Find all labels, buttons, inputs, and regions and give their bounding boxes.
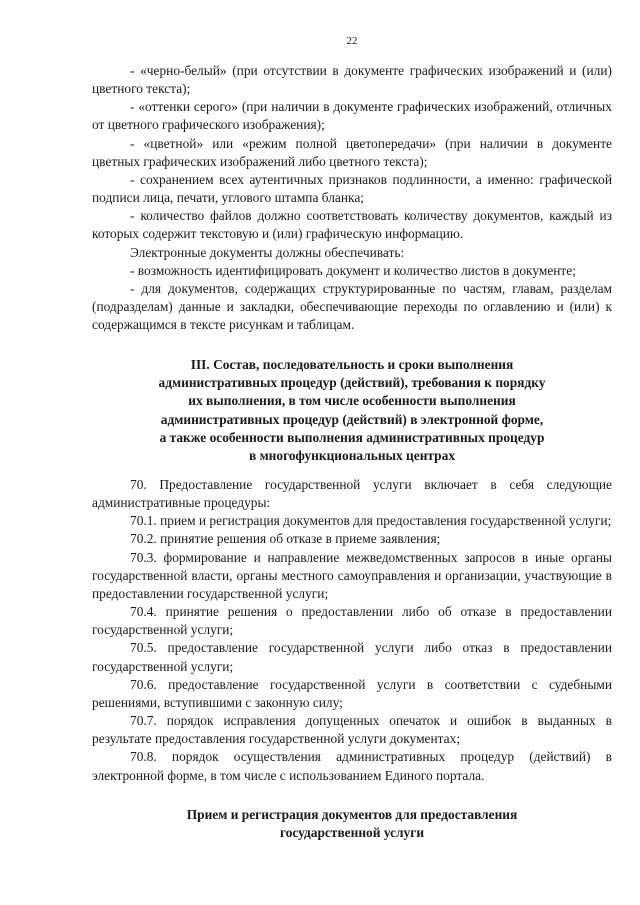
paragraph-70-2: 70.2. принятие решения об отказе в приеме заявления; <box>130 531 441 547</box>
paragraph-70-7: 70.7. порядок исправления допущенных опечаток и ошибок в выданных в результате предоставления государственной услуги документах; <box>92 713 612 747</box>
paragraph-color-mode: - «цветной» или «режим полной цветопередачи» (при наличии в документе цветных графических изображений либо цветного текста); <box>92 135 612 169</box>
subsection-heading-reception <box>92 806 612 842</box>
paragraph-70-6: 70.6. предоставление государственной услуги в соответствии с судебными решениями, вступившими с законную силу; <box>92 676 612 710</box>
paragraph-70-5: 70.5. предоставление государственной услуги либо отказ в предоставлении государственной услуги; <box>92 640 612 674</box>
section-heading-line: а также особенности выполнения административных процедур <box>159 429 545 445</box>
paragraph-authenticity-features: - сохранением всех аутентичных признаков подлинности, а именно: графической подписи лица, печати, углового штампа бланка; <box>92 171 612 206</box>
paragraph-electronic-docs-intro: Электронные документы должны обеспечивать: <box>130 244 405 260</box>
paragraph-70: 70. Предоставление государственной услуги включает в себя следующие административные процедуры: <box>92 477 612 511</box>
page-number: 22 <box>346 35 358 47</box>
paragraph-grayscale-mode: - «оттенки серого» (при наличии в документе графических изображений, отличных от цветного графического изображения); <box>92 99 612 133</box>
paragraph-identify-document: - возможность идентифицировать документ и количество листов в документе; <box>130 262 576 278</box>
paragraph-70-3: 70.3. формирование и направление межведомственных запросов в иные органы государственной власти, органы местного самоуправления и организации, участвующие в предоставлении государственной услуги; <box>92 549 612 601</box>
paragraph-70-8: 70.8. порядок осуществления административных процедур (действий) в электронной форме, в том числе с использованием Единого портала. <box>92 749 612 783</box>
paragraph-structured-documents: - для документов, содержащих структурированные по частям, главам, разделам (подразделам) данные и закладки, обеспечивающие переходы по оглавлению и (или) к содержащимся в тексте рисункам и таблицам. <box>92 280 612 333</box>
section-heading-line: их выполнения, в том числе особенности выполнения <box>188 393 516 409</box>
section-heading-line: III. Состав, последовательность и сроки выполнения <box>190 357 514 372</box>
electronic-documents-requirements <box>92 62 612 334</box>
section-heading-line: административных процедур (действий) в электронной форме, <box>160 411 544 427</box>
subsection-heading-line: Прием и регистрация документов для предоставления <box>186 807 518 822</box>
section-heading-line: в многофункциональных центрах <box>248 448 456 464</box>
paragraph-70-4: 70.4. принятие решения о предоставлении либо об отказе в предоставлении государственной услуги; <box>92 604 612 638</box>
paragraph-70-1: 70.1. прием и регистрация документов для предоставления государственной услуги; <box>130 513 612 529</box>
paragraph-black-white-mode: - «черно-белый» (при отсутствии в документе графических изображений и (или) цветного текста); <box>92 63 612 97</box>
section-heading-iii <box>92 356 612 465</box>
section-heading-line: административных процедур (действий), требования к порядку <box>158 375 546 391</box>
subsection-heading-line: государственной услуги <box>279 825 425 841</box>
paragraph-file-count: - количество файлов должно соответствовать количеству документов, каждый из которых содержит текстовую и (или) графическую информацию. <box>92 208 612 242</box>
procedures-list <box>92 476 612 785</box>
